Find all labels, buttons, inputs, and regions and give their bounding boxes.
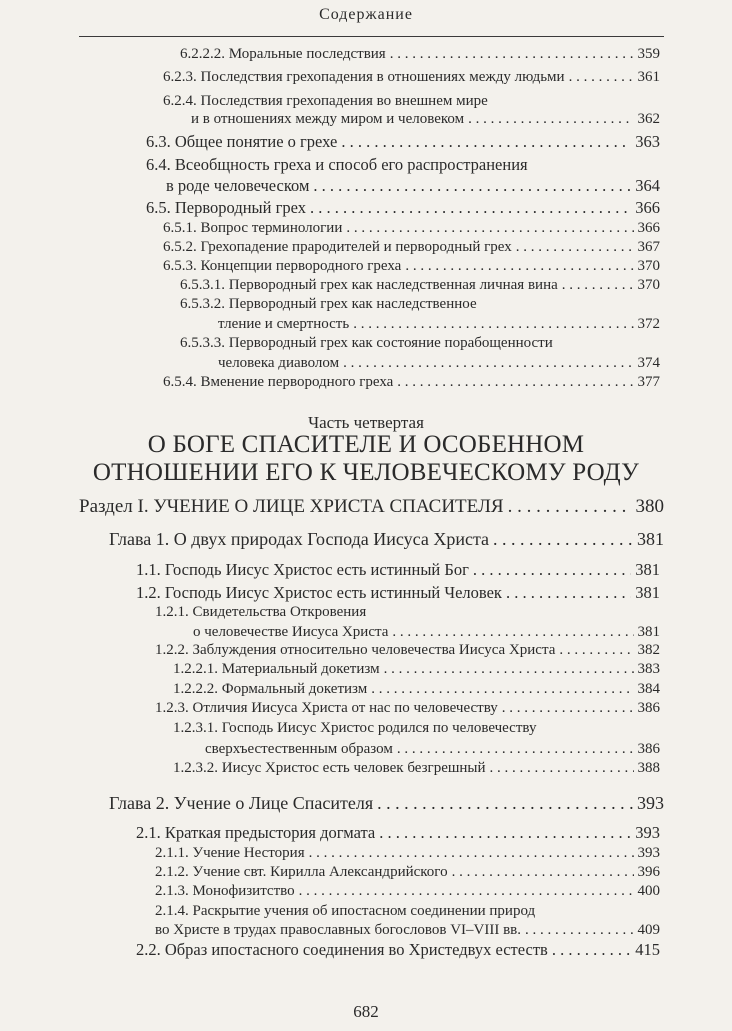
toc-entry-title: 6.2.3. Последствия грехопадения в отношениях между людьми xyxy=(163,69,565,85)
toc-entry xyxy=(146,132,660,156)
toc-entry xyxy=(163,93,660,133)
leader-dots xyxy=(508,496,632,518)
running-head: Содержание xyxy=(319,6,413,23)
toc-entry-page: 366 xyxy=(635,198,660,217)
toc-entry xyxy=(155,700,660,722)
toc-entry-title-cont: о человечестве Иисуса Христа xyxy=(193,624,389,640)
toc-entry-page: 366 xyxy=(637,220,660,236)
toc-entry xyxy=(163,69,660,91)
toc-entry-page: 393 xyxy=(637,845,660,861)
part-label: Часть четвертая xyxy=(308,413,424,432)
leader-dots xyxy=(473,560,631,580)
toc-entry-page: 364 xyxy=(635,176,660,195)
leader-dots xyxy=(516,239,634,256)
toc-entry-page: 382 xyxy=(637,642,660,658)
toc-entry-title: Глава 1. О двух природах Господа Иисуса Христа xyxy=(109,529,490,549)
toc-entry xyxy=(155,903,660,943)
toc-entry-title-cont: сверхъестественным образом xyxy=(205,741,393,757)
leader-dots xyxy=(310,198,631,218)
toc-entry-page: 383 xyxy=(637,661,660,677)
toc-entry-page: 409 xyxy=(637,922,660,938)
toc-entry-title: 1.2.2.2. Формальный докетизм xyxy=(173,681,368,697)
toc-entry-title: Глава 2. Учение о Лице Спасителя xyxy=(109,793,374,813)
toc-entry-page: 377 xyxy=(637,374,660,390)
toc-entry-title-cont: во Христе в трудах православных богословов VI–VIII вв. xyxy=(155,922,522,938)
toc-entry xyxy=(163,374,660,396)
toc-entry-page: 361 xyxy=(637,69,660,85)
toc-entry-title: 1.2. Господь Иисус Христос есть истинный Человек xyxy=(136,583,502,602)
toc-entry-title: 6.3. Общее понятие о грехе xyxy=(146,132,338,151)
toc-entry-title: 1.2.2.1. Материальный докетизм xyxy=(173,661,380,677)
toc-entry-page: 363 xyxy=(635,132,660,151)
leader-dots xyxy=(452,864,634,881)
toc-entry xyxy=(180,296,660,336)
leader-dots xyxy=(346,220,633,237)
toc-entry-page: 362 xyxy=(637,111,660,127)
leader-dots xyxy=(562,277,634,294)
toc-entry xyxy=(155,604,660,646)
leader-dots xyxy=(493,529,633,550)
part-title-line: ОТНОШЕНИИ ЕГО К ЧЕЛОВЕЧЕСКОМУ РОДУ xyxy=(92,459,640,486)
leader-dots xyxy=(468,111,633,128)
leader-dots xyxy=(552,940,631,960)
toc-entry xyxy=(155,883,660,905)
toc-entry-title: 1.2.3.2. Иисус Христос есть человек безгрешный xyxy=(173,760,486,776)
leader-dots xyxy=(490,760,634,777)
leader-dots xyxy=(384,661,634,678)
leader-dots xyxy=(341,132,631,152)
leader-dots xyxy=(559,642,633,659)
toc-entry-page: 400 xyxy=(637,883,660,899)
toc-entry-title: 1.2.2. Заблуждения относительно человечества Иисуса Христа xyxy=(155,642,556,658)
toc-entry-title: 2.1.2. Учение свт. Кирилла Александрийского xyxy=(155,864,448,880)
leader-dots xyxy=(397,374,633,391)
toc-entry xyxy=(180,335,660,375)
toc-entry xyxy=(136,940,660,964)
leader-dots xyxy=(569,69,634,86)
toc-entry-page: 393 xyxy=(637,793,664,813)
leader-dots xyxy=(313,176,631,196)
toc-entry-title: 1.2.3.1. Господь Иисус Христос родился по человечеству xyxy=(173,720,537,736)
toc-entry-title-cont: и в отношениях между миром и человеком xyxy=(191,111,465,127)
toc-entry-page: 393 xyxy=(635,823,660,842)
leader-dots xyxy=(506,583,631,603)
toc-entry-title: 6.2.2.2. Моральные последствия xyxy=(180,46,386,62)
toc-entry xyxy=(180,46,660,68)
toc-entry-title: 6.5.4. Вменение первородного греха xyxy=(163,374,394,390)
toc-entry-title: 2.2. Образ ипостасного соединения во Христедвух естеств xyxy=(136,940,548,959)
toc-entry-page: 381 xyxy=(637,529,664,549)
toc-entry-page: 381 xyxy=(637,624,660,640)
toc-entry-page: 386 xyxy=(637,741,660,757)
toc-entry-title: 2.1.3. Монофизитство xyxy=(155,883,295,899)
leader-dots xyxy=(397,741,634,758)
leader-dots xyxy=(525,922,633,939)
toc-entry-page: 381 xyxy=(635,583,660,602)
toc-entry-title: 6.2.4. Последствия грехопадения во внешнем мире xyxy=(163,93,488,109)
leader-dots xyxy=(405,258,633,275)
leader-dots xyxy=(379,823,631,843)
toc-entry-title: 6.5.1. Вопрос терминологии xyxy=(163,220,343,236)
toc-entry-title: 1.2.3. Отличия Иисуса Христа от нас по человечеству xyxy=(155,700,498,716)
toc-entry-title: 6.5.3.2. Первородный грех как наследственное xyxy=(180,296,477,312)
leader-dots xyxy=(377,793,633,814)
toc-entry-page: 367 xyxy=(637,239,660,255)
leader-dots xyxy=(390,46,634,63)
toc-entry-page: 386 xyxy=(637,700,660,716)
toc-entry xyxy=(173,661,660,683)
toc-entry-page: 381 xyxy=(635,560,660,579)
toc-entry-title: 2.1. Краткая предыстория догмата xyxy=(136,823,376,842)
leader-dots xyxy=(371,681,633,698)
toc-entry xyxy=(173,760,660,782)
toc-entry-page: 415 xyxy=(635,940,660,959)
toc-entry-title: 6.5.3. Концепции первородного греха xyxy=(163,258,402,274)
toc-entry-page: 396 xyxy=(637,864,660,880)
leader-dots xyxy=(309,845,634,862)
leader-dots xyxy=(502,700,634,717)
page-number: 682 xyxy=(353,1002,379,1021)
toc-entry-title: 6.5. Первородный грех xyxy=(146,198,306,217)
toc-entry xyxy=(173,720,660,762)
leader-dots xyxy=(343,355,633,372)
toc-entry-page: 374 xyxy=(637,355,660,371)
toc-entry-title: 2.1.1. Учение Нестория xyxy=(155,845,305,861)
toc-entry-title-cont: тление и смертность xyxy=(218,316,350,332)
toc-chapter xyxy=(109,793,664,819)
toc-entry-page: 370 xyxy=(637,258,660,274)
toc-entry-title: 6.5.2. Грехопадение прародителей и первородный грех xyxy=(163,239,512,255)
toc-entry-title: 1.2.1. Свидетельства Откровения xyxy=(155,604,367,620)
toc-entry-page: 380 xyxy=(635,496,664,517)
toc-chapter xyxy=(109,529,664,555)
toc-entry-title: 2.1.4. Раскрытие учения об ипостасном соединении природ xyxy=(155,903,536,919)
toc-entry-page: 388 xyxy=(637,760,660,776)
toc-entry xyxy=(146,155,660,199)
toc-entry xyxy=(146,198,660,222)
leader-dots xyxy=(353,316,633,333)
toc-entry-title: 6.5.3.1. Первородный грех как наследственная личная вина xyxy=(180,277,558,293)
part-title-line: О БОГЕ СПАСИТЕЛЕ И ОСОБЕННОМ xyxy=(147,431,585,458)
toc-entry-page: 384 xyxy=(637,681,660,697)
leader-dots xyxy=(392,624,633,641)
toc-entry-title: 6.4. Всеобщность греха и способ его распространения xyxy=(146,155,528,174)
toc-entry xyxy=(136,560,660,584)
toc-entry-title: 1.1. Господь Иисус Христос есть истинный Бог xyxy=(136,560,469,579)
toc-entry-title: 6.5.3.3. Первородный грех как состояние порабощенности xyxy=(180,335,553,351)
toc-entry xyxy=(136,823,660,847)
toc-entry-title-cont: в роде человеческом xyxy=(166,176,310,195)
leader-dots xyxy=(299,883,634,900)
toc-entry-page: 372 xyxy=(637,316,660,332)
toc-entry-title: Раздел I. УЧЕНИЕ О ЛИЦЕ ХРИСТА СПАСИТЕЛЯ xyxy=(79,496,504,517)
toc-entry-page: 370 xyxy=(637,277,660,293)
toc-entry-page: 359 xyxy=(637,46,660,62)
toc-entry-title-cont: человека диаволом xyxy=(218,355,340,371)
toc-section xyxy=(79,496,664,524)
